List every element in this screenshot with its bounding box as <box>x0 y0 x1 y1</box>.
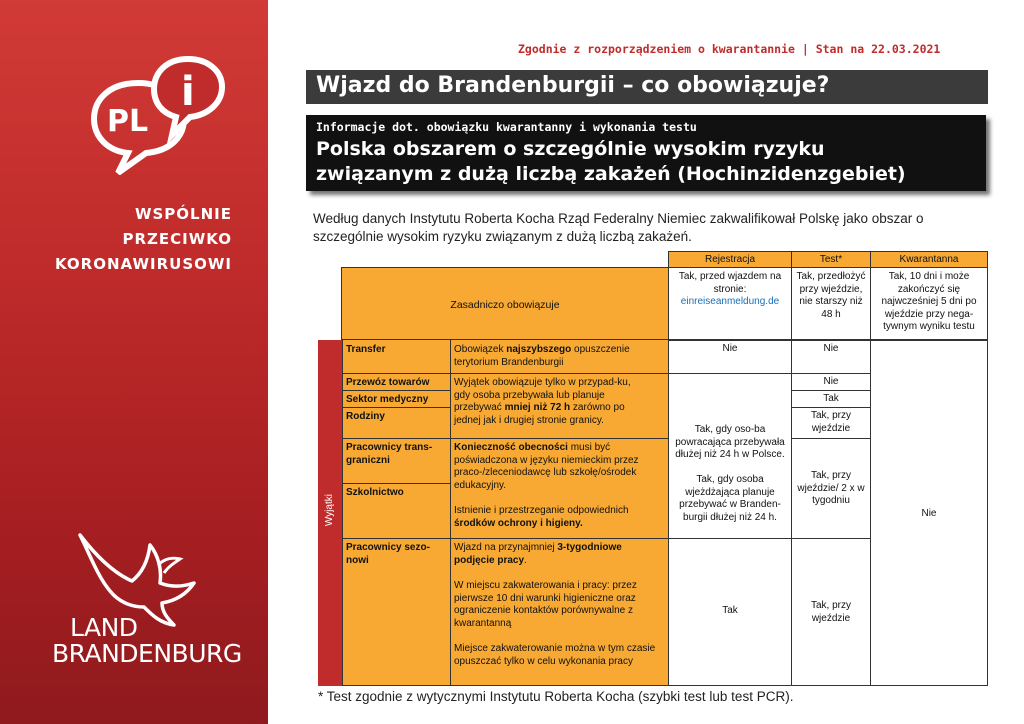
test-medical: Tak <box>823 393 839 404</box>
desc-presence-a: Konieczność obecności <box>454 442 568 453</box>
col-header-test: Test* <box>791 251 871 268</box>
brand-line-1: LAND <box>70 613 138 642</box>
desc-seasonal-2: W miejscu zakwaterowania i pracy: przez pierwsze 10 dni warunki higieniczne oraz ograniczenie kontaktów porównywalne z kwarantanną <box>454 580 637 629</box>
general-quarantine-cell: Tak, 10 dni i może zakończyć się najwcześniej 5 dni po wjeździe przy nega-tywnym wyniku testu <box>870 267 988 340</box>
info-heading-line-1: Polska obszarem o szczególnie wysokim ryzyku <box>316 138 825 160</box>
logo-i-text: i <box>181 69 195 115</box>
general-test-cell: Tak, przedłożyć przy wjeździe, nie starszy niż 48 h <box>791 267 871 340</box>
desc-seasonal-c: . <box>524 554 527 566</box>
desc-seasonal <box>451 540 661 670</box>
general-registration-cell <box>668 267 792 340</box>
title-bar <box>306 70 988 104</box>
test-transfer: Nie <box>823 343 839 354</box>
info-heading <box>316 137 906 187</box>
col-header-registration: Rejestracja <box>668 251 792 268</box>
desc-transfer <box>451 342 667 371</box>
desc-presence-c: Istnienie i przestrzeganie odpowiednich <box>454 505 629 516</box>
col-header-quarantine: Kwarantanna <box>870 251 988 268</box>
info-subtitle: Informacje dot. obowiązku kwarantanny i wykonania testu <box>316 120 697 134</box>
desc-presence-d: środków ochrony i higieny. <box>454 517 583 529</box>
desc-transfer-b: najszybszego <box>506 344 572 355</box>
exceptions-label-cell <box>318 340 342 686</box>
desc-presence-b: musi być poświadczona w języku niemieckim przez praco-/zleceniodawcę lub szkołę/ośrodek edukacyjny. <box>454 442 639 491</box>
registration-link[interactable]: einreiseanmeldung.de <box>680 296 780 307</box>
desc-short-stay <box>451 375 651 429</box>
slogan-line-2: PRZECIWKO <box>122 230 232 248</box>
slogan-line-1: WSPÓLNIE <box>134 205 232 223</box>
brand-line-2: BRANDENBURG <box>52 639 242 668</box>
desc-seasonal-a: Wjazd na przynajmniej <box>454 542 558 553</box>
desc-transfer-a: Obowiązek <box>454 344 507 355</box>
cat-medical-sector: Sektor medyczny <box>346 394 429 405</box>
info-heading-line-2: związanym z dużą liczbą zakażeń (Hochinzidenzgebiet) <box>316 163 906 185</box>
cat-seasonal-workers: Pracownicy sezo-nowi <box>346 542 430 566</box>
sidebar <box>0 0 268 724</box>
desc-seasonal-b: 3-tygodniowe podjęcie pracy <box>454 542 622 566</box>
general-row-label: Zasadniczo obowiązuje <box>450 299 560 311</box>
intro-paragraph: Według danych Instytutu Roberta Kocha Rząd Federalny Niemiec zakwalifikował Polskę jako obszar o szczególnie wysokim ryzyku związanym z dużą liczbą zakażeń. <box>313 211 924 244</box>
cat-education: Szkolnictwo <box>346 487 404 498</box>
slogan <box>55 202 232 277</box>
cat-families: Rodziny <box>346 411 385 422</box>
test-goods: Nie <box>823 376 839 387</box>
reg-group: Tak, gdy oso-ba powracająca przebywała dłużej niż 24 h w Polsce. Tak, gdy osoba wjeżdżająca planuje przebywać w Branden-burgii dłużej niż 24 h. <box>675 424 785 523</box>
reg-transfer: Nie <box>722 343 738 354</box>
test-seasonal: Tak, przy wjeździe <box>810 600 851 624</box>
slogan-line-3: KORONAWIRUSOWI <box>54 255 232 273</box>
cat-transfer: Transfer <box>346 344 386 355</box>
desc-seasonal-3: Miejsce zakwaterowanie można w tym czasie opuszczać tylko w celu wykonania pracy <box>454 643 656 667</box>
status-line: Zgodnie z rozporządzeniem o kwarantannie | Stan na 22.03.2021 <box>518 42 941 56</box>
desc-short-stay-b: mniej niż 72 h <box>504 402 571 413</box>
info-box <box>306 115 986 191</box>
land-brandenburg-wordmark <box>52 615 242 667</box>
desc-short-stay-c: zarówno po jednej jak i drugiej stronie granicy. <box>454 402 625 426</box>
test-group2: Tak, przy wjeździe/ 2 x w tygodniu <box>797 470 865 506</box>
pl-info-logo <box>88 55 228 175</box>
cat-goods-transport: Przewóz towarów <box>346 377 430 388</box>
general-row-label-cell <box>341 267 669 340</box>
test-families: Tak, przy wjeździe <box>810 410 851 434</box>
quarantine-exceptions: Nie <box>921 508 937 519</box>
reg-seasonal: Tak <box>722 605 738 616</box>
exceptions-label: Wyjątki <box>324 494 335 527</box>
desc-presence <box>451 440 661 532</box>
general-registration-text: Tak, przed wjazdem na stronie: <box>678 271 782 295</box>
footnote: * Test zgodnie z wytycznymi Instytutu Roberta Kocha (szybki test lub test PCR). <box>318 689 794 704</box>
page-title: Wjazd do Brandenburgii – co obowiązuje? <box>316 73 830 98</box>
desc-short-stay-a: Wyjątek obowiązuje tylko w przypad-ku, gdy osoba przebywała lub planuje przebywać <box>454 377 631 413</box>
desc-transfer-c: opuszczenie terytorium Brandenburgii <box>454 344 630 368</box>
logo-pl-text: PL <box>107 104 149 139</box>
cat-cross-border-workers: Pracownicy trans-graniczni <box>346 442 433 466</box>
